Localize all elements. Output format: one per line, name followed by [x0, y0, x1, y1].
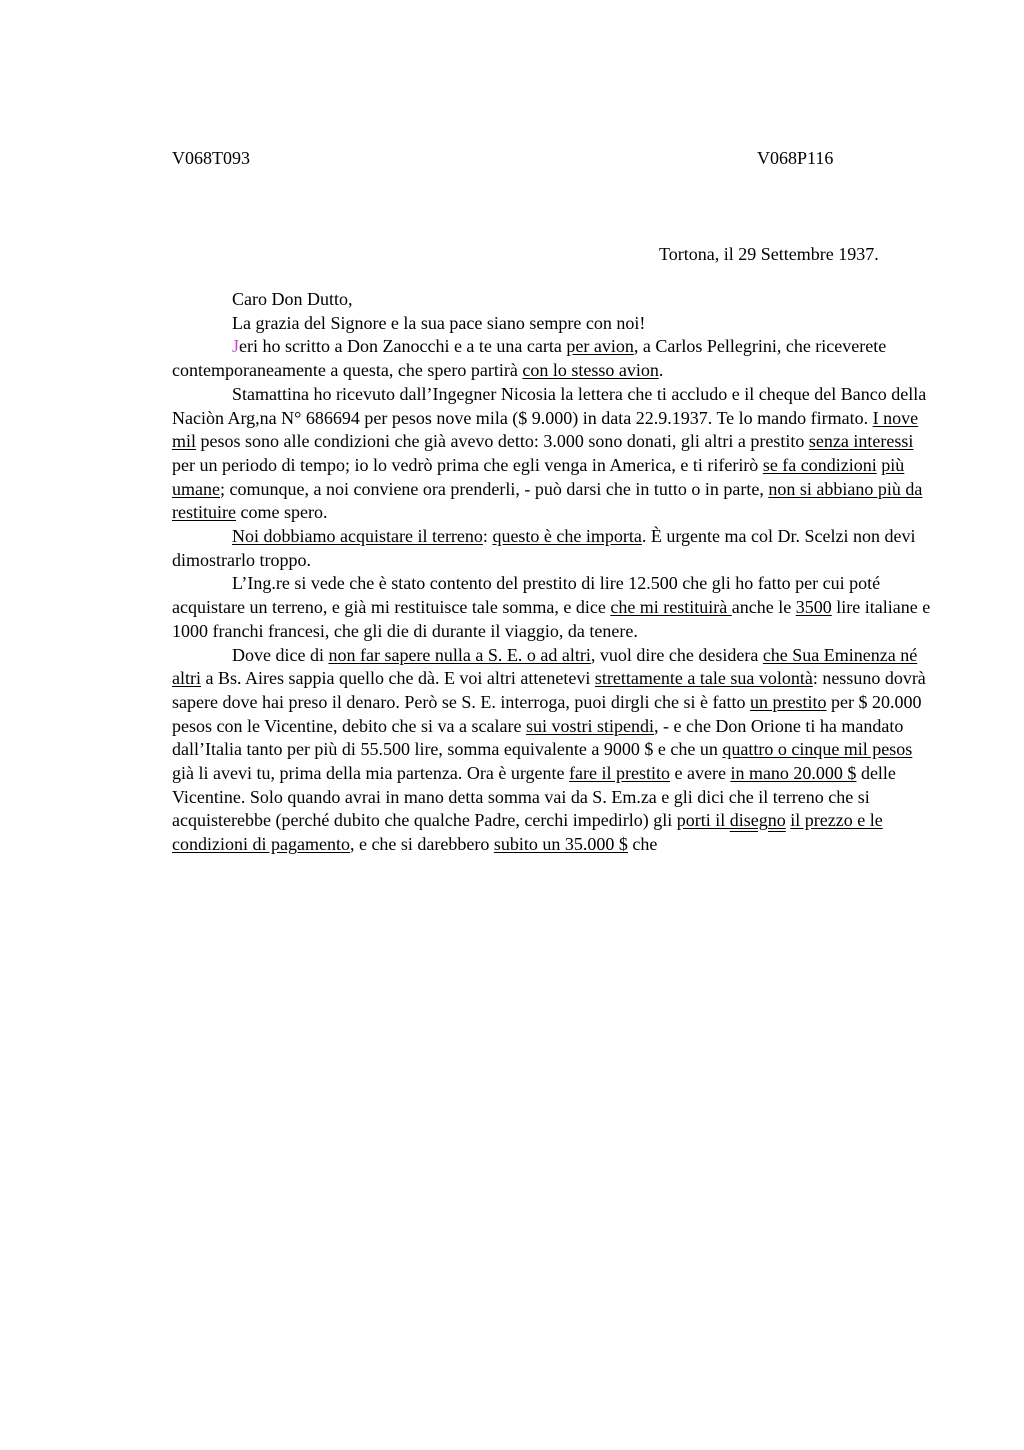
underlined-text: il prezzo e le condizioni di pagamento	[172, 810, 883, 855]
paragraph-4	[172, 572, 932, 643]
text-run: come spero.	[235, 502, 328, 523]
text-run: , a Carlos Pellegrini, che riceverete contemporaneamente a questa, che spero partirà	[172, 336, 887, 381]
paragraph-2	[172, 383, 932, 525]
text-run: Stamattina ho ricevuto dall’Ingegner Nicosia la lettera che ti accludo e il cheque del Banco della Naciòn Arg,na N° 686694 per pesos nove mila ($ 9.000) in data 22.9.1937. Te lo mando firmato.	[172, 383, 927, 428]
date-line: Tortona, il 29 Settembre 1937.	[659, 244, 879, 264]
text-run: lire italiane e 1000 franchi francesi, che gli die di durante il viaggio, da tenere.	[172, 597, 931, 641]
text-run: pesos sono alle condizioni che già avevo detto: 3.000 sono donati, gli altri a prestito	[196, 431, 809, 452]
text-run: . È urgente ma col Dr. Scelzi non devi dimostrarlo troppo.	[172, 526, 916, 570]
text-run: , e che si darebbero	[349, 834, 494, 855]
text-run: Dove dice di	[232, 644, 329, 665]
underlined-text: senza interessi	[808, 431, 914, 452]
paragraph-1-initial: J	[232, 336, 240, 357]
underlined-text: in mano 20.000 $	[730, 763, 857, 784]
underlined-text: 3500	[795, 597, 832, 618]
text-run: L’Ing.re si vede che è stato contento del prestito di lire 12.500 che gli ho fatto per cui poté acquistare un terreno, e già mi restituisce tale somma, e dice	[172, 573, 881, 618]
underlined-text: fare il prestito	[569, 763, 670, 784]
underlined-text: sui vostri stipendi	[525, 715, 654, 736]
underlined-text: non far sapere nulla a S. E. o ad altri	[328, 644, 591, 665]
underlined-text: subito un 35.000 $	[493, 834, 628, 855]
salutation: Caro Don Dutto,	[232, 289, 353, 309]
underlined-text: strettamente a tale sua volontà	[594, 668, 813, 689]
underlined-text: questo è che importa	[492, 526, 642, 547]
underlined-text: quattro o cinque mil pesos	[722, 739, 913, 760]
underlined-text: Noi dobbiamo acquistare il terreno	[232, 526, 483, 547]
underlined-text: un prestito	[750, 691, 827, 712]
underlined-text: I nove mil	[172, 407, 919, 452]
underlined-text: se fa condizioni	[762, 454, 877, 475]
text-run: che	[627, 834, 658, 855]
text-run: e avere	[669, 763, 731, 784]
underlined-text: che mi restituirà	[610, 597, 732, 618]
underlined-text: più umane	[172, 454, 905, 499]
text-run: .	[658, 360, 664, 381]
document-code-right: V068P116	[757, 148, 834, 168]
paragraph-1	[172, 335, 932, 382]
text-run: per $ 20.000 pesos con le Vicentine, debito che si va a scalare	[172, 691, 922, 736]
text-run: ; comunque, a noi conviene ora prenderli, - può darsi che in tutto o in parte,	[219, 478, 769, 499]
document-code-left: V068T093	[172, 148, 250, 168]
underlined-text: porti il	[676, 810, 730, 831]
text-run: eri ho scritto a Don Zanocchi e a te una carta	[239, 336, 567, 357]
text-run: : nessuno dovrà sapere dove hai preso il denaro. Però se S. E. interroga, puoi dirgli che si è fatto	[172, 668, 926, 712]
text-run: a Bs. Aires sappia quello che dà. E voi altri attenetevi	[201, 668, 595, 689]
text-run: per un periodo di tempo; io lo vedrò prima che egli venga in America, e ti riferirò	[172, 454, 763, 475]
underlined-text: con lo stesso avion	[522, 360, 659, 381]
text-run: anche le	[731, 597, 796, 618]
text-run: , - e che Don Orione ti ha mandato dall’Italia tanto per più di 55.500 lire, somma equivalente a 9000 $ e che un	[172, 715, 904, 760]
text-run: , vuol dire che desidera	[590, 644, 763, 665]
paragraph-5	[172, 644, 932, 857]
greeting: La grazia del Signore e la sua pace siano sempre con noi!	[232, 312, 646, 333]
double-underlined-text: disegno	[729, 810, 786, 831]
letter-body	[172, 288, 932, 857]
text-run: delle Vicentine. Solo quando avrai in mano detta somma vai da S. Em.za e gli dici che il terreno che si acquisterebbe (perché dubito che qualche Padre, cerchi impedirlo) gli	[172, 763, 896, 831]
underlined-text: non si abbiano più da restituire	[172, 478, 923, 523]
underlined-text: per avion	[566, 336, 634, 357]
underlined-text: che Sua Eminenza né altri	[172, 644, 918, 689]
paragraph-3	[172, 525, 932, 572]
text-run: :	[482, 526, 493, 547]
text-run: già li avevi tu, prima della mia partenza. Ora è urgente	[172, 763, 570, 784]
